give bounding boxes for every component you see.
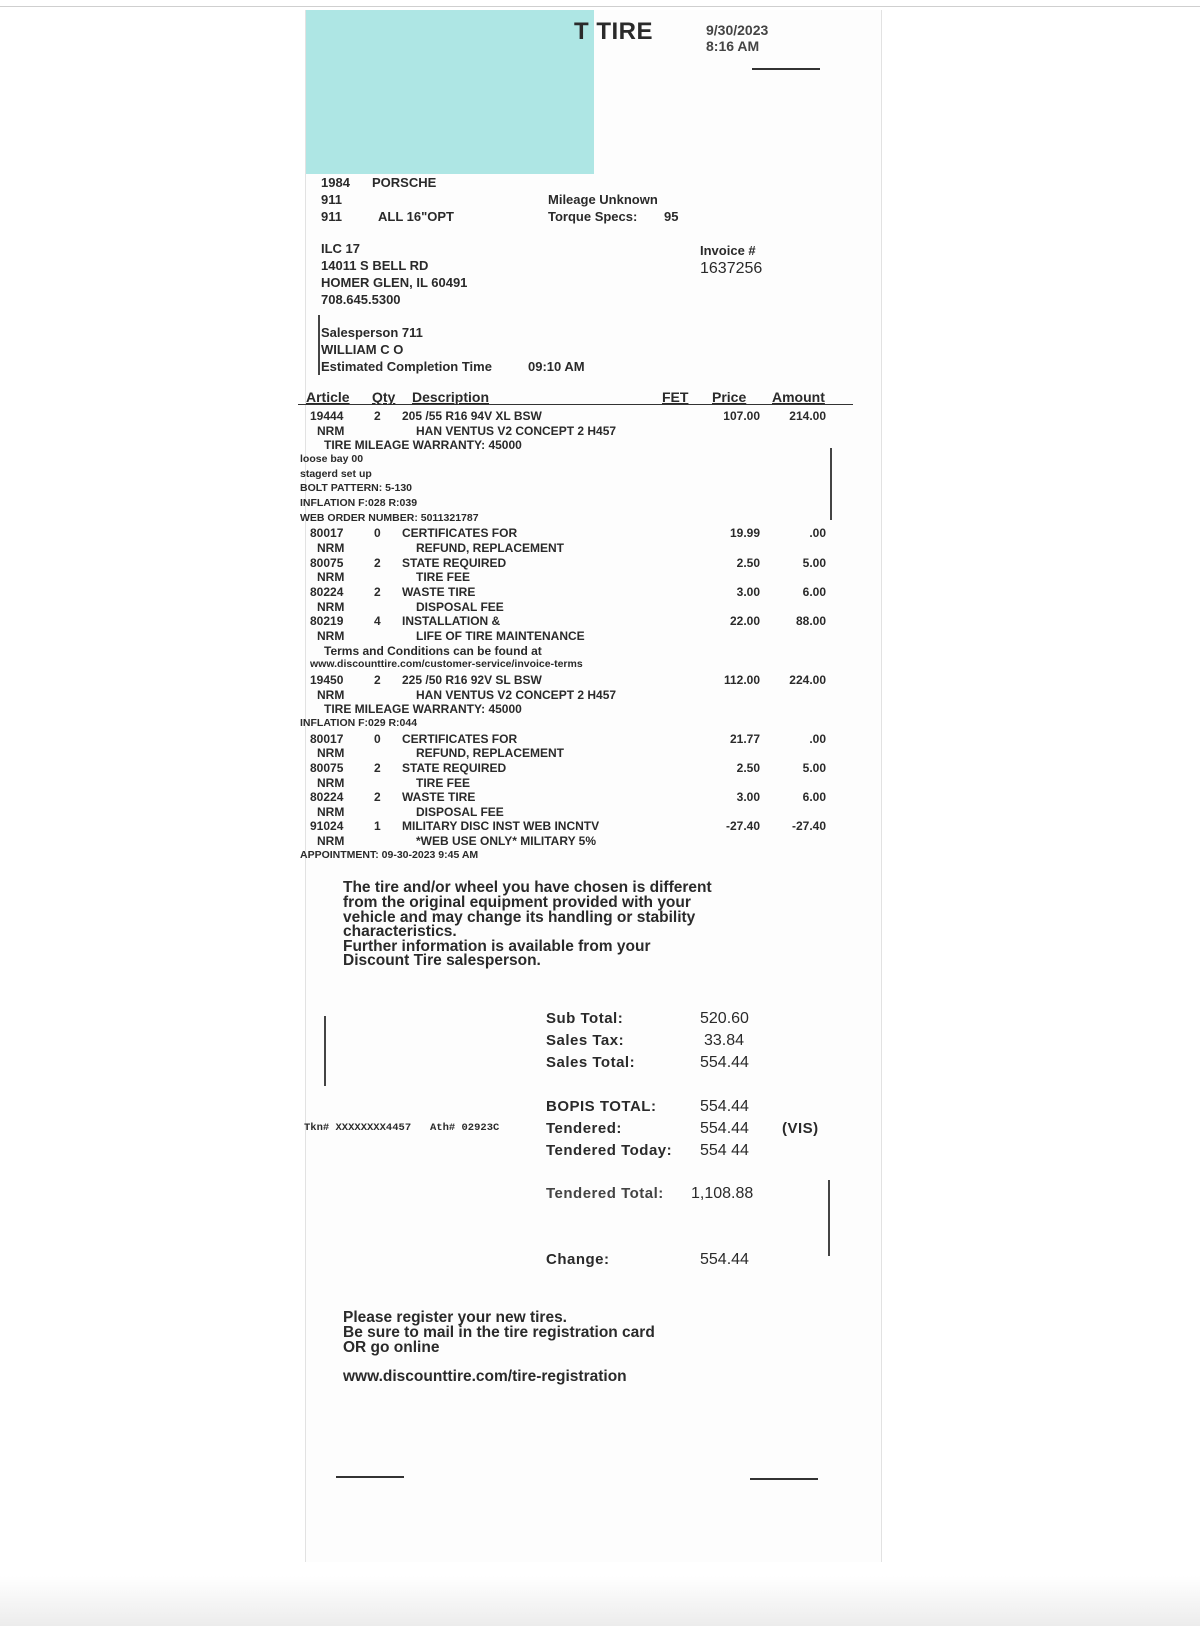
receipt-time: 8:16 AM [706, 38, 760, 54]
line-article: 80017 [310, 526, 344, 541]
line-amount: 6.00 [802, 584, 826, 599]
store-brand: T TIRE [574, 18, 653, 45]
line-price: 19.99 [729, 526, 760, 541]
line-article-code: NRM [317, 834, 345, 849]
line-amount: 5.00 [802, 760, 826, 775]
line-subdescription: HAN VENTUS V2 CONCEPT 2 H457 [416, 687, 617, 702]
line-article: 19450 [310, 672, 344, 687]
completion-time: 09:10 AM [528, 359, 585, 374]
line-price: 2.50 [736, 555, 760, 570]
vehicle-submodel: 911 [321, 209, 342, 224]
line-description: CERTIFICATES FOR [402, 526, 518, 541]
change-label: Change: [546, 1251, 610, 1268]
line-article-code: NRM [317, 746, 345, 761]
tender-method: (VIS) [782, 1120, 819, 1137]
col-description: Description [412, 389, 490, 405]
change-value: 554.44 [700, 1251, 749, 1268]
margin-mark [830, 448, 832, 520]
col-article: Article [306, 389, 350, 405]
line-price: 3.00 [736, 790, 760, 805]
line-price: 2.50 [736, 760, 760, 775]
line-subdescription: LIFE OF TIRE MAINTENANCE [416, 628, 585, 643]
line-price: -27.40 [725, 819, 760, 834]
line-info: INFLATION F:029 R:044 [300, 716, 418, 729]
notice-line-4: characteristics. [343, 923, 457, 940]
line-subdescription: HAN VENTUS V2 CONCEPT 2 H457 [416, 423, 617, 438]
sticky-note-redaction [306, 10, 594, 174]
line-article-code: NRM [317, 423, 345, 438]
line-qty: 4 [374, 614, 381, 629]
vehicle-make: PORSCHE [372, 175, 437, 190]
footer-line-1: Please register your new tires. [343, 1309, 567, 1326]
col-amount: Amount [772, 389, 825, 405]
line-article: 91024 [310, 819, 344, 834]
line-amount: .00 [809, 731, 826, 746]
line-qty: 2 [374, 790, 381, 805]
line-article-code: NRM [317, 804, 345, 819]
line-article: 80219 [310, 614, 344, 629]
line-subdescription: TIRE FEE [416, 775, 471, 790]
tendered-today-label: Tendered Today: [546, 1142, 673, 1159]
footer-line-3: OR go online [343, 1339, 440, 1356]
divider-bottom-left [336, 1476, 404, 1478]
line-description: 205 /55 R16 94V XL BSW [402, 409, 542, 423]
scan-edge-bottom [0, 1576, 1200, 1626]
line-price: 3.00 [736, 584, 760, 599]
line-qty: 0 [374, 526, 381, 541]
line-article: 80075 [310, 760, 344, 775]
line-article: 80017 [310, 731, 344, 746]
line-info: INFLATION F:028 R:039 [300, 496, 418, 509]
line-note: www.discounttire.com/customer-service/invoice-terms [310, 658, 583, 671]
tendered-total-label: Tendered Total: [546, 1185, 664, 1202]
line-description: STATE REQUIRED [402, 555, 507, 570]
line-qty: 2 [374, 409, 381, 423]
line-note: TIRE MILEAGE WARRANTY: 45000 [324, 438, 522, 453]
col-price: Price [712, 389, 747, 405]
notice-line-2: from the original equipment provided with your [343, 894, 691, 911]
bopis-value: 554.44 [700, 1098, 749, 1115]
line-description: CERTIFICATES FOR [402, 731, 518, 746]
line-amount: 5.00 [802, 555, 826, 570]
line-info: BOLT PATTERN: 5-130 [300, 482, 413, 495]
salesperson-name: WILLIAM C O [321, 342, 404, 357]
bopis-label: BOPIS TOTAL: [546, 1098, 657, 1115]
col-fet: FET [662, 389, 689, 405]
vehicle-model: 911 [321, 192, 342, 207]
line-note: TIRE MILEAGE WARRANTY: 45000 [324, 702, 522, 717]
line-article-code: NRM [317, 687, 345, 702]
line-subdescription: DISPOSAL FEE [416, 804, 504, 819]
line-amount: -27.40 [791, 819, 826, 834]
tax-label: Sales Tax: [546, 1032, 625, 1049]
col-qty: Qty [372, 389, 396, 405]
vehicle-option: ALL 16"OPT [378, 209, 454, 224]
line-qty: 1 [374, 819, 381, 834]
notice-line-3: vehicle and may change its handling or stability [343, 909, 696, 926]
completion-label: Estimated Completion Time [321, 359, 492, 374]
line-subdescription: *WEB USE ONLY* MILITARY 5% [416, 834, 597, 849]
line-price: 112.00 [723, 672, 760, 687]
invoice-label: Invoice # [700, 243, 756, 258]
store-street: 14011 S BELL RD [321, 258, 429, 273]
divider-bottom-right [750, 1478, 818, 1480]
line-amount: 88.00 [795, 614, 826, 629]
line-description: INSTALLATION & [402, 614, 501, 629]
totals-mark-right [828, 1180, 830, 1256]
line-amount: 224.00 [789, 672, 826, 687]
line-qty: 2 [374, 760, 381, 775]
line-article: 80075 [310, 555, 344, 570]
line-subdescription: DISPOSAL FEE [416, 599, 504, 614]
line-info: WEB ORDER NUMBER: 5011321787 [300, 511, 479, 524]
line-description: WASTE TIRE [402, 584, 476, 599]
line-note: Terms and Conditions can be found at [324, 643, 542, 658]
line-description: STATE REQUIRED [402, 760, 507, 775]
totals-mark-left [324, 1016, 326, 1086]
line-article-code: NRM [317, 540, 345, 555]
line-article-code: NRM [317, 570, 345, 585]
notice-line-5: Further information is available from your [343, 938, 651, 955]
line-amount: 214.00 [789, 409, 826, 423]
line-info: APPOINTMENT: 09-30-2023 9:45 AM [300, 848, 479, 861]
line-qty: 2 [374, 672, 381, 687]
salesperson-bracket [318, 315, 320, 375]
line-info: loose bay 00 [300, 452, 364, 465]
line-subdescription: REFUND, REPLACEMENT [416, 746, 565, 761]
tax-value: 33.84 [704, 1032, 745, 1049]
line-price: 22.00 [729, 614, 760, 629]
store-code: ILC 17 [321, 241, 361, 256]
notice-line-1: The tire and/or wheel you have chosen is different [343, 879, 712, 896]
line-subdescription: REFUND, REPLACEMENT [416, 540, 565, 555]
sales-total-value: 554.44 [700, 1054, 749, 1071]
line-qty: 2 [374, 584, 381, 599]
line-qty: 0 [374, 731, 381, 746]
line-article-code: NRM [317, 628, 345, 643]
auth-code: Ath# 02923C [430, 1122, 500, 1134]
receipt-date: 9/30/2023 [706, 22, 769, 38]
line-article: 80224 [310, 790, 344, 805]
card-token: Tkn# XXXXXXXX4457 [304, 1122, 412, 1134]
divider-top-right [752, 68, 820, 70]
line-subdescription: TIRE FEE [416, 570, 471, 585]
torque-value: 95 [664, 209, 679, 224]
footer-line-2: Be sure to mail in the tire registration card [343, 1324, 655, 1341]
scan-edge-top [0, 6, 1200, 7]
tendered-value: 554.44 [700, 1120, 749, 1137]
torque-label: Torque Specs: [548, 209, 638, 224]
tendered-total-value: 1,108.88 [691, 1185, 754, 1202]
line-qty: 2 [374, 555, 381, 570]
notice-line-6: Discount Tire salesperson. [343, 952, 541, 969]
tendered-label: Tendered: [546, 1120, 622, 1137]
line-description: WASTE TIRE [402, 790, 476, 805]
line-price: 107.00 [723, 409, 760, 423]
line-article: 80224 [310, 584, 344, 599]
line-article: 19444 [310, 409, 344, 423]
receipt [300, 10, 882, 1562]
invoice-number: 1637256 [700, 260, 763, 277]
subtotal-value: 520.60 [700, 1010, 749, 1027]
tendered-today-value: 554 44 [700, 1142, 749, 1159]
vehicle-year: 1984 [321, 175, 350, 190]
store-city: HOMER GLEN, IL 60491 [321, 275, 468, 290]
line-article-code: NRM [317, 775, 345, 790]
line-description: 225 /50 R16 92V SL BSW [402, 672, 542, 687]
subtotal-label: Sub Total: [546, 1010, 624, 1027]
line-article-code: NRM [317, 599, 345, 614]
store-phone: 708.645.5300 [321, 292, 401, 307]
line-info: stagerd set up [300, 467, 372, 480]
line-description: MILITARY DISC INST WEB INCNTV [402, 819, 600, 834]
salesperson: Salesperson 711 [321, 325, 423, 340]
vehicle-mileage: Mileage Unknown [548, 192, 658, 207]
line-amount: .00 [809, 526, 826, 541]
line-amount: 6.00 [802, 790, 826, 805]
registration-url: www.discounttire.com/tire-registration [343, 1368, 627, 1385]
line-price: 21.77 [729, 731, 760, 746]
sales-total-label: Sales Total: [546, 1054, 636, 1071]
